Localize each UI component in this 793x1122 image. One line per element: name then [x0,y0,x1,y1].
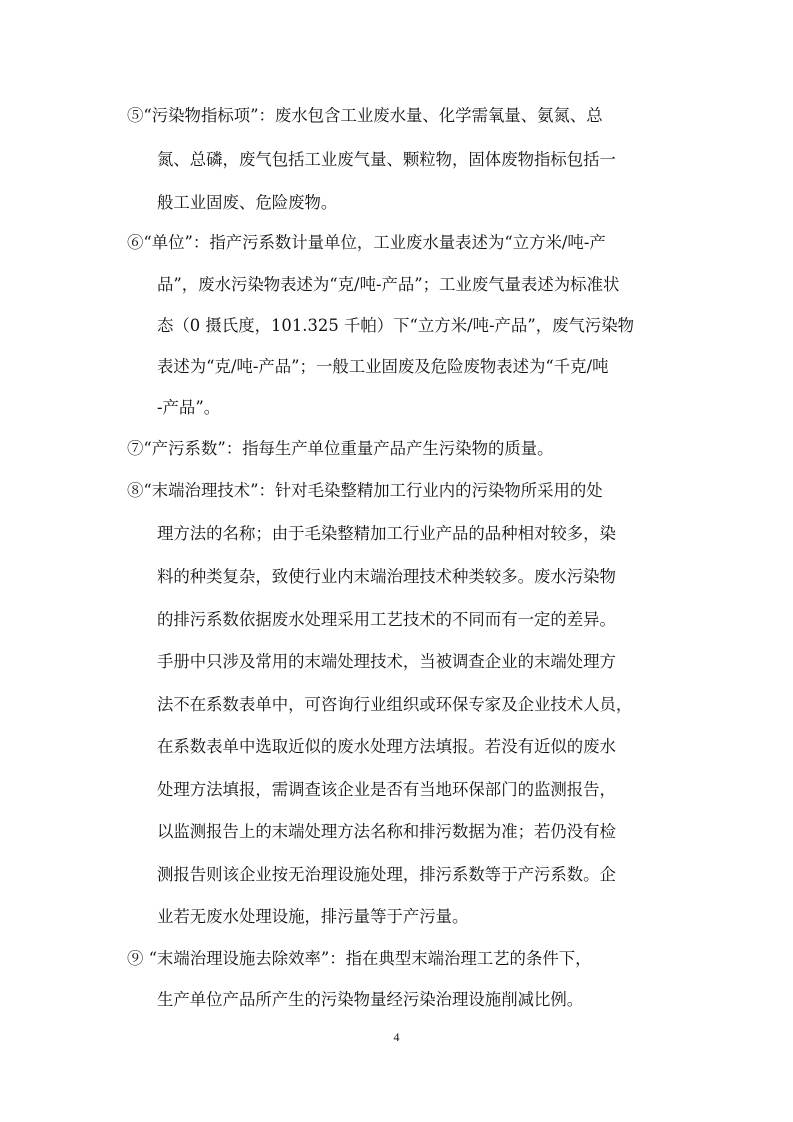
item-5-line-1: ⑤“污染物指标项”：废水包含工业废水量、化学需氧量、氨氮、总 [127,106,603,125]
item-5-line-2: 氮、总磷，废气包括工业废气量、颗粒物，固体废物指标包括一 [157,150,616,169]
item-8-line-2: 理方法的名称；由于毛染整精加工行业产品的品种相对较多，染 [157,524,616,543]
item-9-line-1: ⑨ “末端治理设施去除效率”：指在典型末端治理工艺的条件下， [127,949,592,968]
item-7-line-1: ⑦“产污系数”：指每生产单位重量产品产生污染物的质量。 [127,439,554,458]
item-6-line-2: 品”，废水污染物表述为“克/吨-产品”；工业废气量表述为标准状 [157,275,620,294]
item-8-line-9: 以监测报告上的末端处理方法名称和排污数据为准；若仍没有检 [157,822,616,841]
item-8-line-7: 在系数表单中选取近似的废水处理方法填报。若没有近似的废水 [157,737,616,756]
item-8-line-11: 业若无废水处理设施，排污量等于产污量。 [157,907,469,926]
item-8-line-8: 处理方法填报，需调查该企业是否有当地环保部门的监测报告， [157,780,616,799]
item-6-line-1: ⑥“单位”：指产污系数计量单位，工业废水量表述为“立方米/吨-产 [127,233,606,252]
item-8-line-6: 法不在系数表单中，可咨询行业组织或环保专家及企业技术人员， [157,695,633,714]
item-8-line-10: 测报告则该企业按无治理设施处理，排污系数等于产污系数。企 [157,865,616,884]
item-9-line-2: 生产单位产品所产生的污染物量经污染治理设施削减比例。 [157,990,584,1009]
page-number: 4 [393,1030,400,1044]
item-8-line-4: 的排污系数依据废水处理采用工艺技术的不同而有一定的差异。 [157,610,616,629]
item-8-line-1: ⑧“末端治理技术”：针对毛染整精加工行业内的污染物所采用的处 [127,481,603,500]
item-6-line-4: 表述为“克/吨-产品”；一般工业固废及危险废物表述为“千克/吨 [157,357,609,376]
item-5-line-3: 般工业固废、危险废物。 [157,193,338,212]
item-6-line-3: 态（0 摄氏度，101.325 千帕）下“立方米/吨-产品”，废气污染物 [157,316,635,335]
item-8-line-3: 料的种类复杂，致使行业内末端治理技术种类较多。废水污染物 [157,567,616,586]
item-8-line-5: 手册中只涉及常用的末端处理技术，当被调查企业的末端处理方 [157,652,616,671]
item-6-line-5: -产品”。 [157,398,221,417]
